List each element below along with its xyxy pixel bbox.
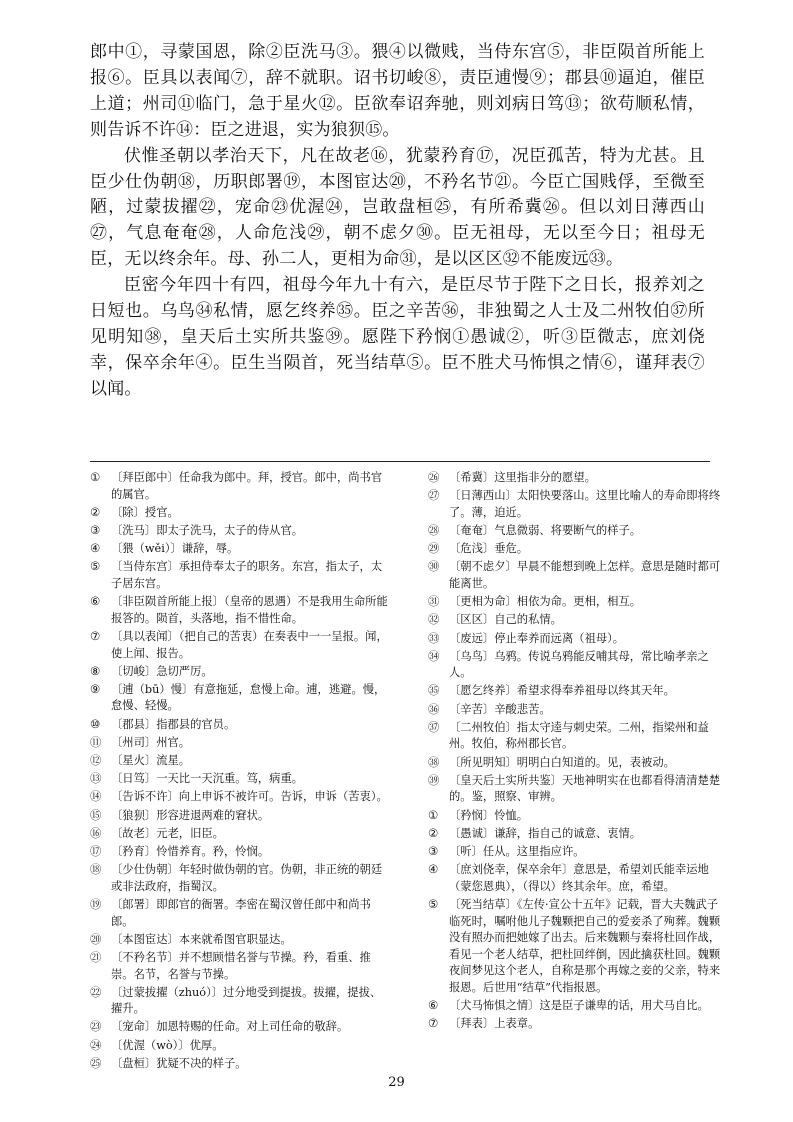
footnote-text: 〔切峻〕急切严厉。 <box>111 664 213 678</box>
main-text <box>90 40 705 403</box>
footnote-text: 〔州司〕州官。 <box>111 735 191 749</box>
footnote-item <box>90 985 390 1018</box>
footnote-number: ⑩ <box>90 717 101 731</box>
footnote-number: ⑬ <box>90 772 102 786</box>
notes-column-left <box>90 470 390 1074</box>
footnote-item <box>90 523 390 540</box>
footnote-item <box>90 664 390 681</box>
footnote-number: ㉙ <box>428 542 440 556</box>
footnote-text: 〔朝不虑夕〕早晨不能想到晚上怎样。意思是随时都可能离世。 <box>449 560 721 590</box>
footnote-text: 〔废远〕停止奉养而远离（祖母）。 <box>449 631 625 645</box>
footnote-text: 〔少仕伪朝〕年轻时做伪朝的官。伪朝，非正统的朝廷或非法政府，指蜀汉。 <box>111 863 383 893</box>
footnote-text: 〔希冀〕这里指非分的愿望。 <box>449 471 596 484</box>
footnote-number: ⑧ <box>90 664 101 678</box>
footnote-number: ㊳ <box>428 755 440 769</box>
footnote-item <box>428 612 728 629</box>
footnote-text: 〔狼狈〕形容进退两难的窘状。 <box>111 808 270 822</box>
footnote-text: 〔听〕任从。这里指应许。 <box>449 844 585 858</box>
footnote-item <box>428 897 728 997</box>
footnote-number: ⑱ <box>90 863 102 877</box>
footnote-number: ㉞ <box>428 649 440 663</box>
footnote-text: 〔区区〕自己的私情。 <box>449 613 562 627</box>
footnote-number: ㉝ <box>428 631 440 645</box>
footnote-text: 〔拜臣郎中〕任命我为郎中。拜，授官。郎中，尚书官的属官。 <box>111 471 383 501</box>
footnote-text: 〔洗马〕即太子洗马，太子的侍从官。 <box>111 523 304 537</box>
footnote-item <box>90 541 390 558</box>
footnote-number: ⑯ <box>90 826 102 840</box>
footnote-number: ㉘ <box>428 523 440 537</box>
footnote-number: ⑥ <box>428 999 439 1013</box>
footnote-number: ⑨ <box>90 682 101 696</box>
footnote-item <box>90 717 390 734</box>
footnote-item <box>428 998 728 1015</box>
footnote-text: 〔郡县〕指郡县的官员。 <box>111 717 236 731</box>
footnote-number: ② <box>90 505 101 519</box>
footnote-item <box>90 682 390 715</box>
page-number: 29 <box>388 1075 405 1090</box>
footnote-item <box>428 594 728 611</box>
footnote-text: 〔郎署〕即郎官的衙署。李密在蜀汉曾任郎中和尚书郎。 <box>111 897 371 928</box>
footnote-text: 〔过蒙拔擢（zhuó）〕过分地受到提拔。拔擢，提拔、擢升。 <box>111 985 382 1016</box>
main-paragraph: 伏惟圣朝以孝治天下，凡在故老⑯，犹蒙矜育⑰，况臣孤苦，特为尤甚。且臣少仕伪朝⑱，历职郎署⑲，本图宦达⑳，不矜名节㉑。今臣亡国贱俘，至微至陋，过蒙拔擢㉒，宠命㉓优渥㉔，岂敢盘桓㉕，有所希冀㉖。但以刘日薄西山㉗，气息奄奄㉘，人命危浅㉙，朝不虑夕㉚。臣无祖母，无以至今日；祖母无臣，无以终余年。母、孙二人，更相为命㉛，是以区区㉜不能废远㉝。 <box>90 145 705 270</box>
footnote-number: ⑤ <box>90 560 101 574</box>
footnote-text: 〔日薄西山〕太阳快要落山。这里比喻人的寿命即将终了。薄，迫近。 <box>449 489 721 519</box>
notes-divider <box>90 461 710 462</box>
footnote-number: ㉒ <box>90 985 102 999</box>
footnote-item <box>428 720 728 753</box>
footnote-number: ② <box>428 826 439 840</box>
footnote-text: 〔本图宦达〕本来就希图官职显达。 <box>111 932 292 946</box>
footnote-item <box>428 862 728 895</box>
footnote-text: 〔日笃〕一天比一天沉重。笃，病重。 <box>111 772 304 786</box>
footnote-item <box>90 470 390 503</box>
footnote-text: 〔二州牧伯〕指太守逵与刺史荣。二州，指梁州和益州。牧伯，称州郡长官。 <box>449 720 709 751</box>
footnote-number: ㉛ <box>428 595 440 609</box>
footnote-text: 〔具以表闻〕（把自己的苦衷）在奏表中一一呈报。闻，使上闻、报告。 <box>111 629 388 660</box>
footnote-number: ㉓ <box>90 1020 102 1034</box>
footnote-text: 〔皇天后土实所共鉴〕天地神明实在也都看得清清楚楚的。鉴，照察、审辨。 <box>449 773 721 804</box>
footnote-number: ⑰ <box>90 844 102 858</box>
footnote-number: ㉜ <box>428 613 440 627</box>
footnote-item <box>428 559 728 592</box>
footnote-item <box>428 488 728 521</box>
footnote-text: 〔告诉不许〕向上申诉不被许可。告诉，申诉（苦衷）。 <box>111 790 388 804</box>
main-paragraph: 臣密今年四十有四，祖母今年九十有六，是臣尽节于陛下之日长，报养刘之日短也。乌鸟㉞私情，愿乞终养㉟。臣之辛苦㊱，非独蜀之人士及二州牧伯㊲所见明知㊳，皇天后土实所共鉴㊴。愿陛下矜悯①愚诚②，听③臣微志，庶刘侥幸，保卒余年④。臣生当陨首，死当结草⑤。臣不胜犬马怖惧之情⑥，谨拜表⑦以闻。 <box>90 275 705 399</box>
footnote-item <box>428 773 728 806</box>
footnote-item <box>90 771 390 788</box>
footnote-item <box>90 789 390 806</box>
footnote-text: 〔死当结草〕《左传·宣公十五年》记载，晋大夫魏武子临死时，嘱咐他儿子魏颗把自己的爱妾杀了殉葬。魏颗没有照办而把她嫁了出去。后来魏颗与秦将杜回作战，看见一个老人结草，把杜回绊倒，因此擒获杜回。魏颗夜间梦见这个老人，自称是那个再嫁之妾的父亲，特来报恩。后世用“结草”代指报恩。 <box>449 897 721 994</box>
footnote-number: ④ <box>428 863 439 877</box>
notes-column-right <box>428 470 728 1034</box>
footnote-number: ⑪ <box>90 735 102 749</box>
main-paragraph: 郎中①，寻蒙国恩，除②臣洗马③。猥④以微贱，当侍东宫⑤，非臣陨首所能上报⑥。臣具以表闻⑦，辞不就职。诏书切峻⑧，责臣逋慢⑨；郡县⑩逼迫，催臣上道；州司⑪临门，急于星火⑫。臣欲奉诏奔驰，则刘病日笃⑬；欲苟顺私情，则告诉不许⑭：臣之进退，实为狼狈⑮。 <box>90 42 705 140</box>
footnote-text: 〔更相为命〕相依为命。更相，相互。 <box>449 595 642 609</box>
footnote-text: 〔猥（wěi）〕谦辞，辱。 <box>111 542 239 556</box>
footnote-text: 〔犬马怖惧之情〕这是臣子谦卑的话，用犬马自比。 <box>449 999 709 1013</box>
footnote-text: 〔非臣陨首所能上报〕（皇帝的恩遇）不是我用生命所能报答的。陨首，头落地，指不惜性命。 <box>111 595 388 625</box>
footnote-number: ⑫ <box>90 754 102 768</box>
footnote-item <box>428 631 728 648</box>
footnote-text: 〔优渥（wò）〕优厚。 <box>111 1038 224 1052</box>
footnote-text: 〔庶刘侥幸，保卒余年〕意思是，希望刘氏能幸运地（蒙您恩典），（得以）终其余年。庶，希望。 <box>449 863 709 893</box>
footnote-item <box>428 1016 728 1033</box>
footnote-text: 〔危浅〕垂危。 <box>449 542 529 556</box>
footnote-number: ① <box>90 471 101 484</box>
footnote-item <box>90 808 390 825</box>
footnote-text: 〔所见明知〕明明白白知道的。见，表被动。 <box>449 755 675 769</box>
footnote-number: ㉚ <box>428 560 440 574</box>
footnote-number: ㊲ <box>428 720 440 734</box>
footnote-text: 〔愚诚〕谦辞，指自己的诚意、衷情。 <box>449 826 642 840</box>
footnote-item <box>90 844 390 861</box>
footnote-item <box>90 826 390 843</box>
footnote-item <box>428 649 728 682</box>
footnote-number: ⑭ <box>90 790 102 804</box>
footnote-text: 〔宠命〕加恩特赐的任命。对上司任命的敬辞。 <box>111 1020 349 1034</box>
footnote-item <box>90 932 390 949</box>
footnote-number: ⑥ <box>90 595 101 609</box>
footnote-number: ㉟ <box>428 684 440 698</box>
footnote-number: ㉖ <box>428 471 440 484</box>
footnote-text: 〔乌鸟〕乌鸦。传说乌鸦能反哺其母，常比喻孝亲之人。 <box>449 649 709 680</box>
footnote-text: 〔奄奄〕气息微弱、将要断气的样子。 <box>449 523 642 537</box>
footnote-item <box>90 897 390 930</box>
footnote-item <box>428 755 728 772</box>
footnote-item <box>90 1056 390 1073</box>
footnote-number: ㊴ <box>428 773 440 787</box>
footnote-number: ㉗ <box>428 489 440 503</box>
footnote-number: ⑳ <box>90 932 102 946</box>
footnote-item <box>90 505 390 522</box>
footnote-item <box>90 950 390 983</box>
footnote-item <box>90 559 390 592</box>
footnote-number: ㉔ <box>90 1038 102 1052</box>
footnote-text: 〔辛苦〕辛酸悲苦。 <box>449 702 551 716</box>
footnote-item <box>428 844 728 861</box>
footnote-item <box>90 629 390 662</box>
footnote-item <box>428 826 728 843</box>
footnote-text: 〔逋（bū）慢〕有意拖延，怠慢上命。逋，逃避。慢，怠慢、轻慢。 <box>111 682 386 713</box>
footnote-item <box>90 594 390 627</box>
footnote-text: 〔愿乞终养〕希望求得奉养祖母以终其天年。 <box>449 684 675 698</box>
footnote-number: ⑲ <box>90 897 102 911</box>
footnote-item <box>428 470 728 487</box>
footnote-item <box>428 683 728 700</box>
footnote-text: 〔拜表〕上表章。 <box>449 1017 540 1031</box>
footnote-number: ③ <box>90 523 101 537</box>
footnote-number: ⑦ <box>428 1017 439 1031</box>
footnote-number: ⑤ <box>428 897 439 911</box>
footnote-text: 〔当侍东宫〕承担侍奉太子的职务。东宫，指太子，太子居东宫。 <box>111 560 383 590</box>
footnote-number: ④ <box>90 542 101 556</box>
footnote-item <box>90 1038 390 1055</box>
footnote-item <box>428 523 728 540</box>
footnote-text: 〔故老〕元老，旧臣。 <box>111 826 224 840</box>
footnote-item <box>428 541 728 558</box>
footnote-text: 〔盘桓〕犹疑不决的样子。 <box>111 1056 247 1070</box>
footnote-text: 〔矜育〕怜惜养育。矜，怜悯。 <box>111 844 270 858</box>
footnote-item <box>428 808 728 825</box>
footnote-text: 〔不矜名节〕并不想顾惜名誉与节操。矜，看重、推崇。名节，名誉与节操。 <box>111 950 371 981</box>
footnote-item <box>90 753 390 770</box>
footnote-text: 〔矜悯〕怜恤。 <box>449 808 529 822</box>
footnote-number: ㊱ <box>428 702 440 716</box>
footnote-number: ⑦ <box>90 629 101 643</box>
footnote-item <box>90 1019 390 1036</box>
footnote-number: ㉕ <box>90 1056 102 1070</box>
footnote-number: ⑮ <box>90 808 102 822</box>
footnote-text: 〔星火〕流星。 <box>111 754 191 768</box>
footnote-number: ① <box>428 808 439 822</box>
footnote-text: 〔除〕授官。 <box>111 505 179 519</box>
footnote-number: ③ <box>428 844 439 858</box>
footnote-item <box>90 862 390 895</box>
footnote-item <box>90 735 390 752</box>
footnote-number: ㉑ <box>90 950 102 964</box>
footnote-item <box>428 702 728 719</box>
